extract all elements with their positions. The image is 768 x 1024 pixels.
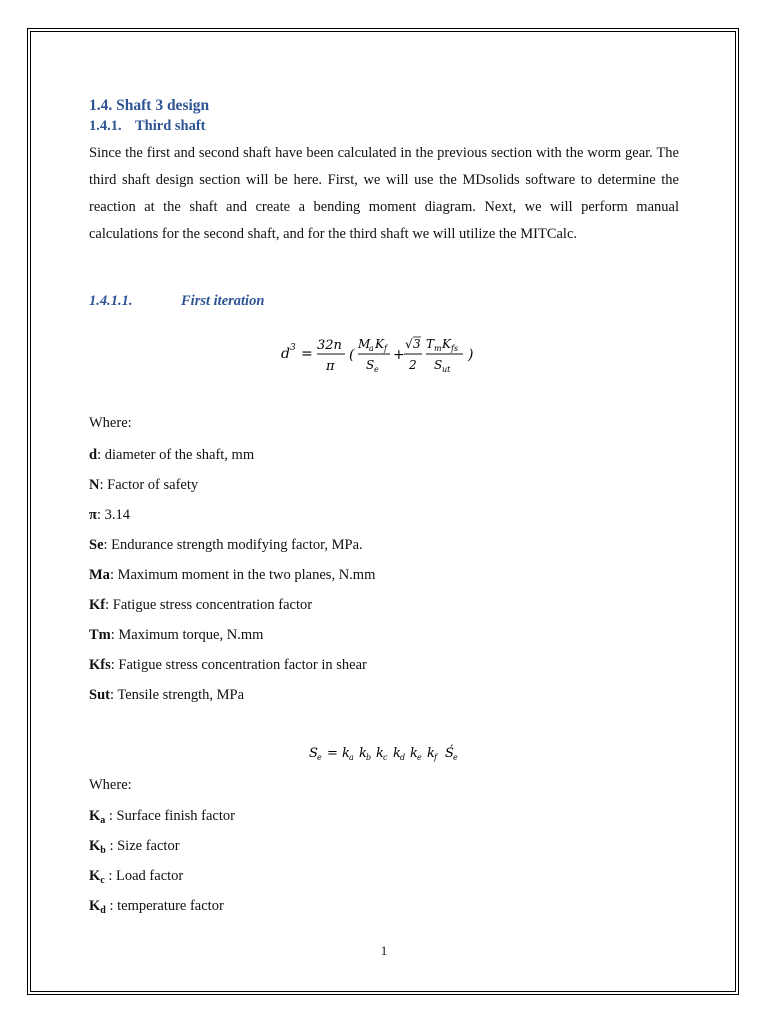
eq1-sqrt-sym: √ xyxy=(405,337,413,351)
eq1-lhs-exp: 3 xyxy=(290,343,296,353)
eq1-sqrt-val: 3 xyxy=(413,337,421,351)
eq2-k-sub: f xyxy=(434,753,437,762)
eq1-frac4-den-sub: ut xyxy=(442,365,451,374)
eq2-k-base: k xyxy=(359,746,367,761)
heading-first-iteration-title: First iteration xyxy=(181,293,265,309)
definition-item xyxy=(89,445,375,475)
eq2-k-base: k xyxy=(410,746,418,761)
eq1-frac2-num-k: K xyxy=(375,337,384,351)
definition-desc: : Tensile strength, MPa xyxy=(109,687,245,703)
definition-desc: : Fatigue stress concentration factor in shear xyxy=(110,657,367,673)
document-body xyxy=(89,96,679,916)
definition-item xyxy=(89,475,375,505)
definition-desc: : Factor of safety xyxy=(99,477,199,493)
heading-first-iteration-number: 1.4.1.1. xyxy=(89,293,133,309)
eq1-frac2-num-sub1: a xyxy=(369,344,374,353)
factor-item xyxy=(89,896,235,926)
eq1-rparen: ) xyxy=(468,347,474,363)
definition-item xyxy=(89,625,375,655)
factor-desc: : Size factor xyxy=(105,838,180,854)
eq1-frac4-num-k: K xyxy=(442,337,451,351)
heading-third-shaft xyxy=(89,116,679,136)
factor-item xyxy=(89,806,235,836)
definition-item xyxy=(89,655,375,685)
eq1-frac4-num-sub1: m xyxy=(434,344,442,353)
eq1-frac1-num: 32n xyxy=(317,338,342,353)
eq2-k-base: k xyxy=(376,746,384,761)
definition-term: N xyxy=(89,477,100,493)
page-number: 1 xyxy=(380,943,388,958)
definition-term: Kf xyxy=(89,597,106,613)
factor-term: K xyxy=(89,838,101,854)
eq1-frac2-den-sub: e xyxy=(374,365,379,374)
heading-third-shaft-number: 1.4.1. xyxy=(89,118,122,134)
factor-desc: : temperature factor xyxy=(105,898,224,914)
factor-desc: : Surface finish factor xyxy=(105,808,235,824)
definition-desc: : Fatigue stress concentration factor xyxy=(105,597,313,613)
eq2-lhs-sub: e xyxy=(317,753,322,762)
shaft-diameter-equation xyxy=(281,332,511,380)
factor-term: K xyxy=(89,898,101,914)
eq2-k-base: k xyxy=(342,746,350,761)
factor-subscript: b xyxy=(100,845,106,856)
eq1-lparen: ( xyxy=(349,347,355,363)
definition-list-2 xyxy=(89,806,235,926)
eq2-k-sub: c xyxy=(383,753,388,762)
definition-desc: : diameter of the shaft, mm xyxy=(97,447,255,463)
eq1-frac4-den: S xyxy=(434,358,443,372)
where-label-1: Where: xyxy=(89,415,132,431)
definition-item xyxy=(89,505,375,535)
eq2-k-sub: b xyxy=(366,753,372,762)
eq1-frac2-num-m: M xyxy=(358,337,371,351)
definition-term: Kfs xyxy=(89,657,111,673)
definition-list-1 xyxy=(89,445,375,715)
eq1-frac4-num-t: T xyxy=(426,337,435,351)
definition-term: Tm xyxy=(89,627,111,643)
definition-term: Ma xyxy=(89,567,110,583)
eq1-equals: = xyxy=(301,346,313,362)
eq1-plus: + xyxy=(393,347,405,363)
eq1-frac2-den: S xyxy=(366,358,375,372)
factor-term: K xyxy=(89,868,101,884)
eq2-lhs: S xyxy=(309,746,318,761)
eq1-frac4-num-sub2: fs xyxy=(451,344,459,353)
factor-term: K xyxy=(89,808,101,824)
eq2-last-sub: e xyxy=(453,753,458,762)
eq2-equals: = xyxy=(327,746,338,761)
factor-subscript: d xyxy=(100,905,106,916)
heading-shaft-3-design: 1.4. Shaft 3 design xyxy=(89,97,210,114)
definition-desc: : Maximum moment in the two planes, N.mm xyxy=(109,567,376,583)
definition-term: π xyxy=(89,507,97,523)
eq2-k-sub: d xyxy=(400,753,406,762)
definition-item xyxy=(89,685,375,715)
eq1-frac2-num-sub2: f xyxy=(384,344,387,353)
intro-paragraph: Since the first and second shaft have been calculated in the previous section with the worm gear. The third shaft design section will be here. First, we will use the MDsolids software to determine the reaction at the shaft and create a bending moment diagram. Next, we will perform manual calculations for the second shaft, and for the third shaft we will utilize the MITCalc. xyxy=(89,145,679,242)
where-label-2: Where: xyxy=(89,777,132,793)
endurance-strength-equation xyxy=(309,741,469,767)
definition-item xyxy=(89,535,375,565)
definition-item xyxy=(89,565,375,595)
eq1-frac1-den: π xyxy=(326,359,335,374)
definition-desc: : 3.14 xyxy=(96,507,130,523)
eq1-lhs: d xyxy=(281,346,290,362)
eq2-last-base: Ś xyxy=(445,746,454,761)
definition-term: Se xyxy=(89,537,104,553)
definition-item xyxy=(89,595,375,625)
factor-subscript: a xyxy=(100,815,106,826)
eq2-k-base: k xyxy=(427,746,435,761)
heading-first-iteration xyxy=(89,293,264,310)
definition-term: Sut xyxy=(89,687,110,703)
definition-desc: : Maximum torque, N.mm xyxy=(110,627,264,643)
eq2-k-sub: a xyxy=(349,753,354,762)
eq2-k-sub: e xyxy=(417,753,422,762)
factor-item xyxy=(89,836,235,866)
eq1-frac3-den: 2 xyxy=(409,358,417,372)
definition-desc: : Endurance strength modifying factor, MPa. xyxy=(103,537,363,553)
definition-term: d xyxy=(89,447,98,463)
heading-third-shaft-title: Third shaft xyxy=(135,118,206,134)
factor-subscript: c xyxy=(100,875,105,886)
eq2-k-base: k xyxy=(393,746,401,761)
factor-item xyxy=(89,866,235,896)
factor-desc: : Load factor xyxy=(104,868,184,884)
